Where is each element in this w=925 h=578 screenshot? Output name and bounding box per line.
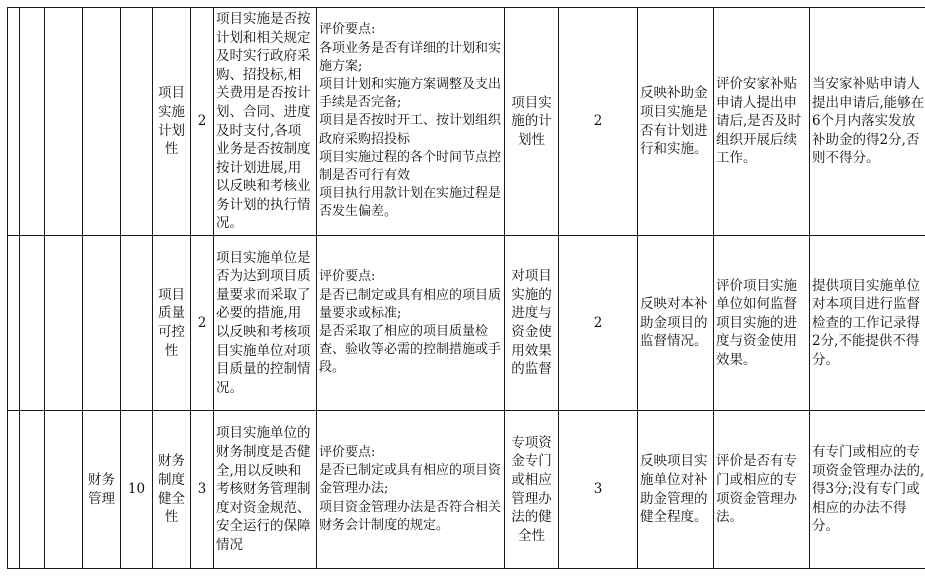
blank-cell xyxy=(8,236,20,411)
score-cell: 2 xyxy=(191,236,214,411)
standard-cell: 当安家补贴申请人提出申请后,能够在6个月内落实发放补助金的得2分,否则不得分。 xyxy=(810,8,925,236)
sub-indicator-cell: 专项资金专门或相应管理办法的健全性 xyxy=(505,411,559,569)
explanation-cell: 项目实施单位是否为达到项目质量要求而采取了必要的措施,用以反映和考核项目实施单位对项目质量的控制情况。 xyxy=(214,236,317,411)
category-cell: 财务管理 xyxy=(83,411,121,569)
evaluation-cell: 评价项目实施单位如何监督项目实施的进度与资金使用效果。 xyxy=(714,236,810,411)
blank-cell xyxy=(8,411,20,569)
key-points-cell: 评价要点: 是否已制定或具有相应的项目质量要求或标准; 是否采取了相应的项目质量检查、验收等必需的控制措施或手段。 xyxy=(317,236,505,411)
indicator-cell: 项目质量可控性 xyxy=(153,236,191,411)
category-cell xyxy=(83,8,121,236)
sub-score-cell: 2 xyxy=(559,8,638,236)
blank-cell xyxy=(20,411,45,569)
table-row xyxy=(8,8,925,236)
purpose-cell: 反映对本补助金项目的监督情况。 xyxy=(638,236,714,411)
evaluation-cell: 评价安家补贴申请人提出申请后,是否及时组织开展后续工作。 xyxy=(714,8,810,236)
blank-cell xyxy=(8,8,20,236)
purpose-cell: 反映补助金项目实施是否有计划进行和实施。 xyxy=(638,8,714,236)
score-cell: 3 xyxy=(191,411,214,569)
blank-cell xyxy=(20,8,45,236)
evaluation-table xyxy=(7,7,925,569)
category-score-cell: 10 xyxy=(121,411,153,569)
evaluation-cell: 评价是否有专门或相应的专项资金管理办法。 xyxy=(714,411,810,569)
category-cell xyxy=(83,236,121,411)
explanation-cell: 项目实施单位的财务制度是否健全,用以反映和考核财务管理制度对资金规范、安全运行的保障情况 xyxy=(214,411,317,569)
score-cell: 2 xyxy=(191,8,214,236)
sub-score-cell: 3 xyxy=(559,411,638,569)
standard-cell: 有专门或相应的专项资金管理办法的,得3分;没有专门或相应的办法不得分。 xyxy=(810,411,925,569)
blank-cell xyxy=(45,8,83,236)
indicator-cell: 财务制度健全性 xyxy=(153,411,191,569)
key-points-cell: 评价要点: 是否已制定或具有相应的项目资金管理办法; 项目资金管理办法是否符合相关财务会计制度的规定。 xyxy=(317,411,505,569)
explanation-cell: 项目实施是否按计划和相关规定及时实行政府采购、招投标,相关费用是否按计划、合同、进度及时支付,各项业务是否按制度按计划进展,用以反映和考核业务计划的执行情况。 xyxy=(214,8,317,236)
blank-cell xyxy=(45,236,83,411)
blank-cell xyxy=(20,236,45,411)
category-score-cell xyxy=(121,236,153,411)
sub-indicator-cell: 对项目实施的进度与资金使用效果的监督 xyxy=(505,236,559,411)
key-points-cell: 评价要点: 各项业务是否有详细的计划和实施方案; 项目计划和实施方案调整及支出手续是否完备; 项目是否按时开工、按计划组织政府采购招投标 项目实施过程的各个时间节点控制是否可行有效 项目执行用款计划在实施过程是否发生偏差。 xyxy=(317,8,505,236)
table-row xyxy=(8,236,925,411)
blank-cell xyxy=(45,411,83,569)
standard-cell: 提供项目实施单位对本项目进行监督检查的工作记录得2分,不能提供不得分。 xyxy=(810,236,925,411)
sub-indicator-cell: 项目实施的计划性 xyxy=(505,8,559,236)
purpose-cell: 反映项目实施单位对补助金管理的健全程度。 xyxy=(638,411,714,569)
sub-score-cell: 2 xyxy=(559,236,638,411)
category-score-cell xyxy=(121,8,153,236)
table-row xyxy=(8,411,925,569)
indicator-cell: 项目实施计划性 xyxy=(153,8,191,236)
